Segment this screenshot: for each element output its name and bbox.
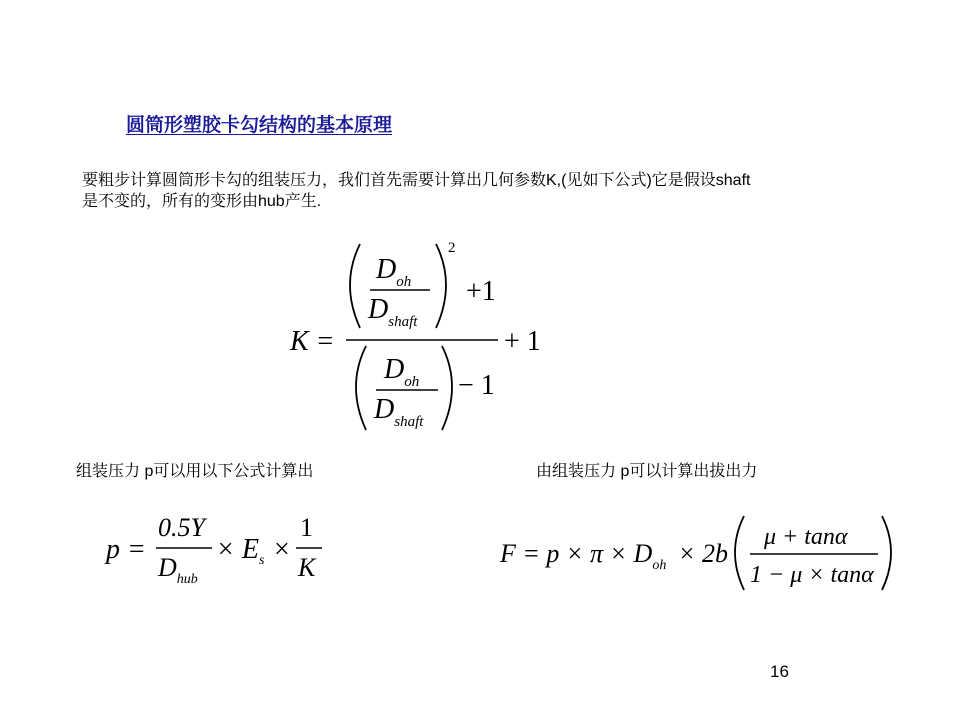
formula-p xyxy=(100,506,340,596)
p-lhs: p = xyxy=(106,534,146,565)
p-one: 1 xyxy=(300,513,313,542)
f-left-paren xyxy=(735,516,744,590)
k-den-left-paren xyxy=(356,346,366,430)
k-num-right-paren xyxy=(436,244,446,328)
k-den-right-paren xyxy=(442,346,452,430)
k-num-left-paren xyxy=(350,244,360,328)
f-right-paren xyxy=(882,516,891,590)
intro-line-1: 要粗步计算圆筒形卡勾的组装压力，我们首先需要计算出几何参数K,(见如下公式)它是假设shaft xyxy=(82,172,751,189)
f-denominator: 1 − μ × tanα xyxy=(750,562,874,588)
caption-pressure: 组装压力 p可以用以下公式计算出 xyxy=(76,463,314,480)
k-den-d-shaft: $D_{shaft}$ xyxy=(374,394,424,430)
p-times: × xyxy=(274,534,290,565)
k-exponent: 2 xyxy=(448,240,456,256)
k-lhs: K = xyxy=(290,326,335,357)
page-number: 16 xyxy=(770,662,789,681)
formula-k xyxy=(280,232,560,442)
p-numerator: 0.5Y xyxy=(158,513,205,542)
k-num-plus-one: +1 xyxy=(466,276,496,307)
intro-paragraph xyxy=(82,170,882,212)
k-den-minus-one: − 1 xyxy=(458,370,495,401)
f-numerator: μ + tanα xyxy=(764,524,848,550)
caption-force: 由组装压力 p可以计算出拔出力 xyxy=(536,463,758,480)
f-times-2b: × 2b xyxy=(678,539,729,568)
formula-f xyxy=(494,510,904,596)
p-k: K xyxy=(298,553,316,582)
k-outer-plus-one: + 1 xyxy=(504,326,541,357)
p-times-e: × $E_s$ xyxy=(216,534,265,568)
intro-line-2: 是不变的，所有的变形由hub产生. xyxy=(82,193,322,210)
k-den-d-oh: $D_{oh}$ xyxy=(384,354,420,390)
k-num-d-oh: $D_{oh}$ xyxy=(376,254,412,290)
k-num-d-shaft: $D_{shaft}$ xyxy=(368,294,418,330)
slide-title: 圆筒形塑胶卡勾结构的基本原理 xyxy=(126,115,393,136)
p-denominator: $D_{hub}$ xyxy=(158,553,198,587)
f-lhs: $F = p \times \pi \times D_{oh}$ xyxy=(500,539,667,573)
